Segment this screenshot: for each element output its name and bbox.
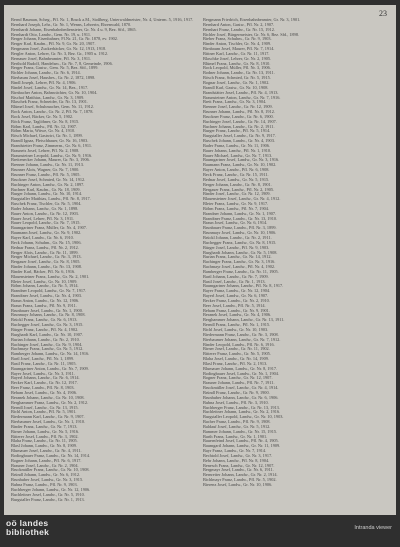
- directory-entry: Birnbacher Anton, Bahnwächter, Gr. Nr. 10, 1904.: [11, 89, 98, 95]
- directory-entry: Beck Johann, Schuhm., Gr. Nr. 15, 1906.: [11, 239, 82, 245]
- directory-entry: Burghardt Karl, Landw., Gr. Nr. 10, 1907.: [11, 331, 84, 337]
- directory-entry: Baumgartner Anton, Landw., Gr. Nr. 7, 1909.: [11, 365, 89, 371]
- directory-entry: Bachmayr Josef, Landw., Pfl. Nr. 4, 1902.: [203, 264, 276, 270]
- directory-entry: Berger Franz, Gastw., Gem. Nr. 5, Bez. Sfd., 1899.: [11, 65, 99, 71]
- library-logo[interactable]: [6, 519, 49, 537]
- directory-entry: Bichler Johann, Landw., Gr. Nr. 6, 1914.: [11, 70, 81, 76]
- directory-entry: Blaschke Josef, Lehrer, Gr. Nr. 2, 1905.: [203, 55, 272, 61]
- directory-entry: Braun Josef, Landw., Gr. Nr. 6, 1914.: [203, 220, 268, 226]
- directory-entry: Baumgartner Johann, Landw., Pfl. Nr. 8, 1917.: [203, 283, 284, 289]
- directory-entry: Brunmayr Josef, Landw., Gr. Nr. 10, 1906.: [203, 230, 277, 236]
- directory-entry: Beranek Josef, Landw., Gr. Nr. 4, 1906.: [203, 312, 272, 318]
- directory-entry: Bernhardt Johann, Eisenbahnbediensteter, Gr. Nr. 4 u. 9, Bez. Sfd., 1865.: [11, 26, 137, 32]
- directory-entry: Bleier Josef, Landw., Gr. Nr. 10, 1909.: [11, 278, 78, 284]
- directory-entry: Beer Franz, Landw., Pfl. Nr. 8, 1903.: [11, 385, 75, 391]
- directory-entry: Bodingbauer Franz, Landw., Gr. Nr. 14, 1914.: [11, 452, 91, 458]
- directory-entry: Buchinger Josef, Landw., Gr. Nr. 14, 1907.: [203, 118, 277, 124]
- directory-entry: Böck Franz, Taglöhner, Gr. Nr. 8, 1915.: [11, 118, 80, 124]
- directory-entry: Benesch Franz, Landw., Gr. Nr. 12, 1907.: [203, 462, 275, 468]
- directory-entry: Burger Franz, Landw., Pfl. Nr. 5, 1914.: [203, 128, 271, 134]
- directory-entry: Bindl Joseph, Lehrer, Pfl. Nr. 4, 1906.: [11, 79, 77, 85]
- directory-entry: Bock Leopold, Müller, Pfl. Nr. 3, 1906.: [203, 65, 271, 71]
- directory-entry: Bindel Josef, Landw., Gr. Nr. 14, Bez., 1917.: [11, 84, 89, 90]
- directory-entry: Bergmann Friedrich, Eisenbahnbeamter, Gr. Nr. 3, 1901.: [203, 18, 301, 22]
- directory-entry: Breitenecker Johann, Maurer, Gr. Nr. 3, 1906.: [11, 157, 90, 163]
- logo-line-2: bibliothek: [6, 527, 50, 537]
- directory-entry: Baumann Franz, Landw., Gr. Nr. 10, 1902.: [203, 162, 277, 168]
- directory-entry: Bogner Johann, Landw., Pfl. Nr. 6, 1917.: [11, 457, 82, 463]
- directory-entry: Brandner Leopold, Landw., Gr. Nr. 7, 1917.: [11, 288, 87, 294]
- directory-entry: Bitterer Josef, Landw., Pfl. Nr. 3, 1902.: [11, 433, 79, 439]
- directory-entry: Bernhardt Otto, Landw., Gem. Nr. 19, u. 1911.: [11, 31, 92, 37]
- directory-entry: Burian Johann, Landw., Gr. Nr. 2, 1910.: [11, 336, 80, 342]
- viewer-footer: [0, 515, 400, 547]
- directory-entry: Bruckmüller Franz, Landw., Gr. Nr. 10, 1908.: [11, 467, 90, 473]
- directory-entry: Binder Franz, Landw., Gr. Nr. 7, 1913.: [11, 423, 78, 429]
- directory-entry: Baumgartner Josef, Landw., Gr. Nr. 3, 1916.: [203, 157, 280, 163]
- directory-entry: Becker Karl, Landw., Gr. Nr. 12, 1917.: [11, 380, 78, 386]
- directory-entry: Becker Franz, Landw., Gr. Nr. 2, 1910.: [203, 297, 270, 303]
- directory-entry: Bernhart Franz, Landw., Gr. Nr. 15, 1912.: [203, 26, 275, 32]
- directory-entry: Biedermann Karl, Landw., Gr. Nr. 9, 1907.: [11, 414, 85, 420]
- directory-entry: Bergmayr Josef, Landw., Gr. Nr. 6, 1911.: [203, 467, 274, 473]
- directory-entry: Bubna Josef, Landw., Pfl. Nr. 3, 1910.: [203, 399, 269, 405]
- directory-entry: Brenner Josef, Landw., Gr. Nr. 12, 1909.: [203, 104, 273, 110]
- directory-entry: Bruckner Josef, Schmied, Gr. Nr. 14, 1912.: [11, 176, 86, 182]
- directory-entry: Bayer Josef, Landw., Gr. Nr. 3, 1911.: [11, 370, 75, 376]
- directory-entry: Bierbaumer Johann, Landw., Gr. Nr. 7, 1912.: [203, 336, 281, 342]
- directory-entry: Bichler Josef, Bürgermeister, Gr. Nr. 6, Bez. Sfd., 1898.: [203, 31, 300, 37]
- directory-entry: Braunsteiner Leopold, Landw., Gr. Nr. 9, 1916.: [11, 152, 93, 158]
- directory-entry: Bauer Michael, Landw., Gr. Nr. 7, 1913.: [203, 152, 273, 158]
- directory-entry: Birner Josef, Landw., Gr. Nr. 11, 1902.: [203, 346, 270, 352]
- directory-entry: Bednar Franz, Landw., Pfl. Nr. 2, 1912.: [11, 244, 79, 250]
- directory-entry: Bernreiter Johann, Landw., Gr. Nr. 2, 1914.: [203, 472, 278, 478]
- directory-entry: Berndl Josef, Landw., Gr. Nr. 13, 1915.: [11, 404, 79, 410]
- directory-entry: Bergauer Josef, Landw., Gr. Nr. 8, 1905.: [11, 259, 81, 265]
- directory-entry: Berger Johann, Eisenbahner, Fl.Nr. 21, Gr. Nr. 1878, ev. 1902.: [11, 36, 118, 42]
- directory-entry: Brückl Franz, Landw., Gr. Nr. 6, 1913.: [11, 317, 78, 323]
- directory-entry: Bock Anton, Landw., Gr. Nr. 2, Pfl. Nr. 7, 1878.: [11, 109, 94, 115]
- directory-entry: Buschek Franz, Tischler, Gr. Nr. 5, 1904.: [11, 201, 82, 207]
- directory-entry: Bayr Franz, Landw., Gr. Nr. 7, 1914.: [203, 448, 267, 454]
- directory-entry: Bechtold Josef, Landw., Gr. Nr. 3, 1917.: [203, 452, 273, 458]
- directory-entry: Berger Alois, Landw., Gr. Nr. 11, 1899.: [11, 249, 79, 255]
- directory-entry: Brandl Ignaz, Fleischhauer, Gr. Nr. 16, 1903.: [11, 138, 89, 144]
- directory-entry: Barth Franz, Landw., Gr. Nr. 1, 1901.: [203, 433, 268, 439]
- directory-entry: Bürger Josef, Landw., Pfl. Nr. 9, 1903.: [203, 244, 270, 250]
- directory-entry: Bründl Franz, Landw., Gr. Nr. 9, 1900.: [203, 389, 270, 395]
- directory-entry: Bergmann Josef, Zuckerbäcker, Gr. Nr. 12, 1913, 1918.: [11, 46, 107, 52]
- directory-entry: Bierbaumer Josef, Landw., Gr. Nr. 1, 1910.: [11, 419, 86, 425]
- directory-entry: Brandl Karl, Gastw., Gr. Nr. 10, 1908.: [203, 84, 269, 90]
- directory-entry: Bachinger Josef, Landw., Gr. Nr. 9, 1904.: [11, 341, 83, 347]
- directory-entry: Beranek Johann, Landw., Gr. Nr. 10, 1908.: [11, 394, 85, 400]
- directory-entry: Bamberger Franz, Landw., Gr. Nr. 11, 1905.: [203, 268, 279, 274]
- directory-entry: Burian Franz, Landw., Gr. Nr. 14, 1912.: [203, 254, 272, 260]
- directory-entry: Bartl Josef, Landw., Pfl. Nr. 1, 1899.: [11, 356, 75, 362]
- directory-entry: Brauner Josef, Landw., Gr. Nr. 2, 1904.: [11, 462, 79, 468]
- left-column: [11, 18, 197, 502]
- directory-entry: Bürger Franz, Landw., Pfl. Nr. 4, 1902.: [11, 327, 79, 332]
- directory-entry: Baumgartl Johann, Landw., Gr. Nr. 11, 1909.: [203, 443, 281, 449]
- directory-entry: Birnbaum Josef, Maurer, Pfl. Nr. 7, 1914.: [203, 46, 275, 52]
- directory-entry: Bauer Josef, Lehrer, Pfl. Nr. 3, 1911.: [11, 215, 75, 221]
- directory-entry: Bründl Johann, Landw., Gr. Nr. 6, 1912.: [11, 472, 81, 478]
- directory-entry: Bayerl Josef, Landw., Gr. Nr. 6, 1907.: [203, 293, 269, 299]
- directory-entry: Bierenz Josef, Landw., Gr. Nr. 10, 1906.: [203, 482, 273, 487]
- directory-entry: Bayer Anton, Landw., Pfl. Nr. 6, 1908.: [203, 167, 270, 173]
- directory-entry: Buchinger Anton, Landw., Gr. Nr. 2, 1897.: [11, 181, 85, 187]
- directory-entry: Baldauf Josef, Landw., Gr. Nr. 5, 1912.: [203, 423, 271, 429]
- directory-entry: Blauensteiner Franz, Landw., Gr. Nr. 2, 1901.: [11, 273, 90, 279]
- directory-entry: Binder Leopold, Landw., Pfl. Nr. 6, 1916.: [203, 341, 275, 347]
- directory-entry: Baumann Josef, Landw., Gr. Nr. 9, 1902.: [11, 230, 82, 236]
- directory-entry: Brauner Johann, Landw., Pfl. Nr. 7, 1911.: [203, 380, 275, 386]
- directory-entry: Bruckmüller Josef, Landw., Gr. Nr. 4, 1914.: [203, 385, 279, 391]
- directory-entry: Brückl Johann, Landw., Gr. Nr. 2, 1911.: [203, 234, 272, 240]
- right-column: [203, 18, 389, 488]
- directory-entry: Blümel Josef, Schuhmacher, Gem. Nr. 11, 1912.: [11, 104, 94, 110]
- directory-entry: Bader Franz, Landw., Gr. Nr. 11, 1906.: [203, 142, 270, 148]
- directory-entry: Buchleitner Johann, Landw., Gr. Nr. 2, 1916.: [203, 409, 281, 415]
- directory-entry: Brunbauer Franz, Landw., Pfl. Nr. 3, 1899.: [203, 225, 277, 231]
- directory-entry: Binder Johann, Landw., Gr. Nr. 13, 1908.: [11, 264, 82, 270]
- directory-entry: Bernd Bauman, Scheg., Pfl. Nr. 1, Bruck a.M., Stoßberg, Unterwaldmeister, Nr. 4, Unterm. 5, 1916, 1917.: [11, 18, 194, 22]
- directory-entry: Burgstaller Josef, Landw., Gr. Nr. 9, 1917.: [203, 133, 276, 139]
- directory-entry: Brandner Johann, Landw., Gr. Nr. 1, 1907.: [203, 210, 277, 216]
- directory-entry: Böhm Maria, Witwe, Gr. Nr. 4, 1910.: [11, 128, 76, 134]
- directory-entry: Berger Johann, Landw., Gr. Nr. 8, 1901.: [203, 181, 272, 187]
- directory-entry: Brunbauer Josef, Landw., Gr. Nr. 1, 1900.: [11, 307, 83, 313]
- directory-entry: Brauneis Josef, Lehrer, Pfl. Nr. 2, 1908.: [11, 147, 80, 153]
- logo-line-1: oö landes: [6, 518, 49, 528]
- directory-entry: Burgstaller Leopold, Landw., Gr. Nr. 10, 1903.: [203, 414, 284, 420]
- directory-entry: Berthold Rudolf, Handelsm., Gr. Nr. 7, 8, Gemeinde, 1906.: [11, 60, 113, 66]
- directory-entry: Braun Anton, Landw., Gr. Nr. 12, 1906.: [11, 297, 80, 303]
- directory-entry: Bruckner Franz, Landw., Gr. Nr. 6, 1900.: [203, 113, 274, 119]
- directory-entry: Bastl Josef, Landw., Gr. Nr. 1, 1913.: [203, 278, 266, 284]
- directory-entry: Buchberger Franz, Landw., Gr. Nr. 13, 1913.: [203, 404, 280, 410]
- directory-entry: Blaha Josef, Landw., Gr. Nr. 14, 1909.: [203, 356, 269, 362]
- directory-entry: Brenner Johann, Landw., Gr. Nr. 11, 1913.: [11, 162, 84, 168]
- directory-entry: Brunner Franz, Landw., Pfl. Nr. 5, 1905.: [11, 172, 81, 177]
- directory-entry: Berger Karl, Kaufm., Pfl. Nr. 9, Gr. Nr. 20, 1907.: [11, 41, 96, 47]
- directory-entry: Blauensteiner Josef, Landw., Gr. Nr. 4, 1912.: [203, 196, 281, 202]
- directory-entry: Buchner Johann, Landw., Gr. Nr. 2, 1911.: [203, 123, 275, 129]
- directory-entry: Bergauer Franz, Landw., Pfl. Nr. 2, 1905.: [203, 186, 275, 192]
- directory-entry: Bitterer Franz, Landw., Gr. Nr. 5, 1905.: [203, 351, 271, 357]
- directory-entry: Bognar Josef, Landw., Gr. Nr. 1, 1902.: [203, 79, 270, 85]
- directory-entry: Brandtner Franz, Landw., Gr. Nr. 13, 1910.: [203, 215, 278, 221]
- directory-entry: Beham Franz, Landw., Gr. Nr. 9, 1901.: [203, 307, 270, 313]
- directory-entry: Bammer Johann, Landw., Gr. Nr. 15, 1915.: [203, 428, 278, 434]
- directory-entry: Buchegger Franz, Landw., Gr. Nr. 8, 1915.: [203, 239, 277, 245]
- directory-entry: Buschek Johann, Landw., Gr. Nr. 4, 1903.: [203, 138, 275, 144]
- directory-entry: Binder Karl, Bäcker, Pfl. Nr. 6, 1916.: [11, 268, 76, 274]
- directory-entry: Brandtner Josef, Landw., Gr. Nr. 4, 1903.: [11, 293, 82, 299]
- directory-entry: Brandstätter Josef, Landw., Pfl. Nr. 4, 1913.: [203, 89, 279, 95]
- directory-entry: Behr Johann, Landw., Pfl. Nr. 8, 1904.: [203, 457, 270, 463]
- directory-entry: Binder Anton, Tischler, Gr. Nr. 4, 1909.: [203, 41, 272, 47]
- page-number: 23: [379, 9, 387, 18]
- directory-entry: Bösch Michael, Gastwirt, Gr. Nr. 1, 1899.: [11, 133, 83, 139]
- directory-entry: Beer Josef, Landw., Pfl. Nr. 5, 1914.: [203, 302, 266, 308]
- directory-entry: Bauer Anton, Landw., Gr. Nr. 12, 1903.: [11, 210, 79, 216]
- directory-entry: Birner Johann, Landw., Gr. Nr. 5, 1916.: [11, 428, 80, 434]
- directory-entry: Bischof Matthias, Landw., Gr. Nr. 3, 1909.: [11, 94, 85, 100]
- directory-entry: Binder Josef, Landw., Gr. Nr. 12, 1909.: [203, 191, 271, 197]
- directory-entry: Braun Franz, Landw., Pfl. Nr. 9, 1911.: [11, 302, 77, 308]
- directory-entry: Bayer Karl, Landw., Gr. Nr. 6, 1910.: [11, 234, 74, 240]
- directory-entry: Bernhard Joseph, Lehr., Gr. Nr. 1, Wenns, Lehrerin, Ehrenwald, 1870.: [11, 21, 132, 27]
- directory-entry: Burgstaller Matthias, Landw., Pfl. Nr. 8, 1917.: [11, 196, 91, 202]
- directory-entry: Blaha Franz, Landw., Gr. Nr. 11, 1905.: [11, 438, 78, 444]
- directory-entry: Berghammer Franz, Landw., Gr. Nr. 2, 1912.: [11, 399, 89, 405]
- directory-entry: Berger Michael, Landw., Gr. Nr. 3, 1913.: [11, 254, 82, 260]
- directory-entry: Bachmayr Franz, Landw., Gr. Nr. 5, 1912.: [11, 346, 84, 352]
- directory-entry: Breit Franz, Landw., Gr. Nr. 3, 1904.: [203, 99, 267, 105]
- directory-entry: Blaschek Franz, Schneider, Gr. Nr. 13, 1901.: [11, 99, 88, 105]
- directory-entry: Burgstaller Franz, Landw., Gr. Nr. 1, 1913.: [11, 496, 85, 502]
- directory-entry: Bierbaum Josef, Hausbes., Gr. Nr. 2, 1872, 1898.: [11, 75, 96, 81]
- directory-entry: Bayerl Johann, Landw., Gr. Nr. 6, 1914.: [11, 375, 80, 381]
- directory-entry: Berghammer Johann, Landw., Gr. Nr. 13, 1911.: [203, 317, 285, 323]
- directory-entry: Brunhuber Johann, Landw., Gr. Nr. 6, 1906.: [203, 394, 279, 400]
- directory-entry: Burger Johann, Landw., Gr. Nr. 10, 1914.: [11, 191, 83, 197]
- directory-entry: Bayer Franz, Landw., Gr. Nr. 12, 1904.: [203, 288, 271, 294]
- directory-entry: Brunmayr Johann, Landw., Gr. Nr. 8, 1908.: [11, 312, 86, 318]
- directory-entry: Blasl Johann, Landw., Gr. Nr. 8, 1909.: [11, 443, 77, 449]
- directory-entry: Blumauer Johann, Landw., Gr. Nr. 8, 1917.: [203, 365, 278, 371]
- directory-entry: Berndl Franz, Landw., Pfl. Nr. 1, 1915.: [203, 322, 271, 328]
- directory-entry: Bodner Johann, Landw., Gr. Nr. 13, 1911.: [203, 70, 275, 76]
- directory-entry: Beck Franz, Landw., Gr. Nr. 15, 1911.: [203, 172, 269, 177]
- directory-entry: Biedermann Franz, Landw., Gr. Nr. 3, 1908.: [203, 331, 279, 337]
- directory-entry: Bergler Anton, Lehrer, Gr. Nr. 3, Bez. Gr., 1905 u. 1912.: [11, 50, 109, 56]
- directory-entry: Böhm Johann, Landw., Gr. Nr. 5, 1914.: [11, 283, 79, 289]
- directory-entry: Bodingbauer Josef, Landw., Gr. Nr. 1, 1904.: [203, 370, 279, 376]
- directory-entry: Bieber Franz, Schuhm., Gr. Nr. 9, 1903.: [203, 36, 272, 42]
- directory-entry: Blumauer Josef, Landw., Gr. Nr. 4, 1911.: [11, 448, 82, 454]
- directory-entry: Blasl Franz, Landw., Pfl. Nr. 2, 1913.: [203, 360, 268, 366]
- directory-entry: Bichl Josef, Landw., Gr. Nr. 10, 1903.: [203, 327, 269, 332]
- directory-entry: Buchleitner Josef, Landw., Gr. Nr. 5, 1910.: [11, 491, 85, 497]
- directory-entry: Blümel Franz, Landw., Gr. Nr. 8, 1910.: [203, 60, 271, 66]
- directory-entry: Bednar Josef, Landw., Gr. Nr. 5, 1915.: [203, 176, 270, 182]
- directory-entry: Bichlmayr Franz, Landw., Pfl. Nr. 5, 1902.: [203, 477, 277, 483]
- directory-entry: Bogner Franz, Landw., Gr. Nr. 12, 1907.: [203, 375, 273, 381]
- directory-entry: Bernauer Josef, Bahnbeamter, Pfl. Nr. 3, 1911.: [11, 55, 92, 61]
- directory-entry: Bamberger Johann, Landw., Gr. Nr. 14, 1916.: [11, 351, 90, 357]
- directory-entry: Brunhuber Josef, Landw., Gr. Nr. 3, 1915.: [11, 477, 84, 483]
- directory-entry: Bernhard Anton, Gastw., Pfl. Nr. 2, 1907.: [203, 21, 275, 27]
- directory-entry: Bartl Johann, Landw., Gr. Nr. 7, 1909.: [203, 273, 269, 279]
- directory-entry: Buchegger Josef, Landw., Gr. Nr. 3, 1915.: [11, 322, 84, 328]
- directory-entry: Bauernfeind Josef, Landw., Pfl. Nr. 4, 1905.: [203, 438, 279, 444]
- directory-entry: Bader Johann, Landw., Gr. Nr. 1, 1898.: [11, 205, 79, 211]
- directory-entry: Brunner Alois, Wagner, Gr. Nr. 7, 1900.: [11, 167, 80, 173]
- directory-entry: Bock Josef, Bäcker, Gr. Nr. 5, 1902.: [11, 113, 74, 119]
- directory-entry: Bleier Franz, Landw., Gr. Nr. 9, 1917.: [203, 201, 269, 207]
- directory-entry: Brunner Johann, Landw., Pfl. Nr. 8, 1912.: [203, 109, 275, 115]
- directory-entry: Burghardt Johann, Landw., Gr. Nr. 5, 1908.: [203, 249, 278, 255]
- directory-entry: Bichl Anton, Landw., Pfl. Nr. 5, 1901.: [11, 409, 77, 415]
- directory-entry: Bauer Johann, Landw., Pfl. Nr. 1, 1910.: [203, 147, 272, 153]
- directory-entry: Buchner Karl, Kaufm., Gr. Nr. 18, 1909.: [11, 186, 81, 192]
- directory-entry: Böhm Karl, Landw., Pfl. Nr. 12, 1907.: [11, 123, 77, 129]
- viewer-label[interactable]: Intranda viewer: [354, 525, 392, 531]
- directory-entry: Bösch Franz, Schmied, Gr. Nr. 5, 1915.: [203, 75, 271, 81]
- directory-entry: Bachinger Franz, Landw., Gr. Nr. 3, 1916.: [203, 259, 276, 265]
- directory-entry: Bubna Franz, Landw., Pfl. Nr. 9, 1903.: [11, 482, 78, 487]
- directory-entry: Baumgartner Franz, Müller, Gr. Nr. 4, 1907.: [11, 225, 87, 231]
- directory-entry: Bastl Franz, Landw., Gr. Nr. 11, 1905.: [11, 360, 77, 366]
- directory-entry: Brandstetter Franz, Zimmerm., Gr. Nr. 6, 1911.: [11, 142, 93, 148]
- directory-entry: Bacher Franz, Landw., Pfl. Nr. 9, 1908.: [203, 419, 271, 425]
- directory-entry: Buchberger Johann, Landw., Gr. Nr. 12, 1906.: [11, 486, 91, 492]
- directory-entry: Bittner Karl, Landw., Gr. Nr. 11, 1917.: [203, 50, 270, 56]
- directory-entry: Beham Josef, Landw., Gr. Nr. 4, 1906.: [11, 389, 77, 395]
- scanned-page: [4, 5, 396, 515]
- directory-entry: Braunsteiner Anton, Landw., Gr. Nr. 7, 1916.: [203, 94, 281, 100]
- directory-entry: Böhm Franz, Landw., Pfl. Nr. 7, 1904.: [203, 205, 269, 211]
- directory-entry: Bauer Leopold, Landw., Gr. Nr. 7, 1915.: [11, 220, 81, 226]
